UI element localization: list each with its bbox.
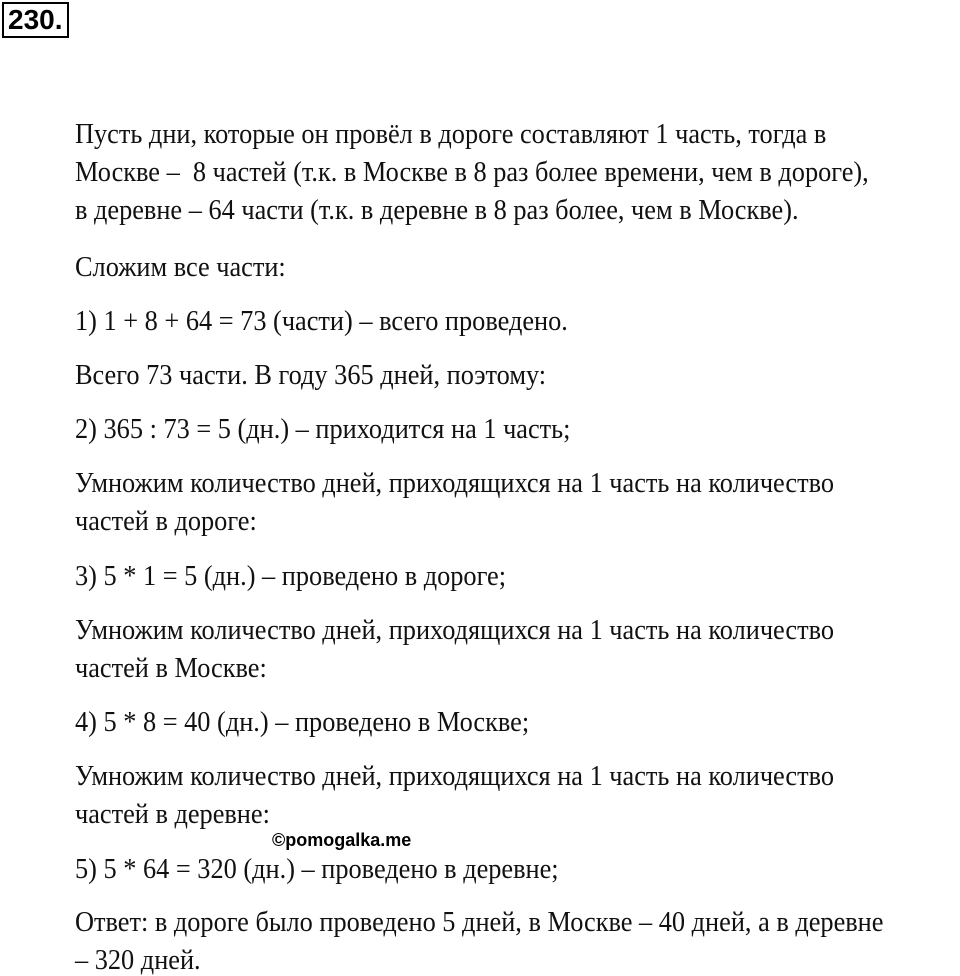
step-2 (75, 414, 602, 445)
text-line: Ответ: в дороге было проведено 5 дней, в Москве – 40 дней, а в деревне (75, 907, 884, 938)
reasoning-paragraph (75, 119, 919, 226)
text-line: 3) 5 * 1 = 5 (дн.) – проведено в дороге; (75, 561, 507, 592)
text-line: 1) 1 + 8 + 64 = 73 (части) – всего проведено. (75, 306, 568, 337)
text-line: 4) 5 * 8 = 40 (дн.) – проведено в Москве; (75, 707, 530, 738)
text-line: частей в дороге: (75, 506, 257, 537)
step-1 (75, 306, 599, 337)
text-line: Пусть дни, которые он провёл в дороге составляют 1 часть, тогда в (75, 119, 827, 150)
text-line: Всего 73 части. В году 365 дней, поэтому: (75, 360, 547, 391)
step-4 (75, 707, 558, 738)
instruction-paragraph (75, 615, 882, 684)
answer-paragraph (75, 907, 935, 976)
step-3 (75, 561, 534, 592)
text-line: Умножим количество дней, приходящихся на 1 часть на количество (75, 615, 834, 646)
problem-number: 230. (2, 2, 69, 38)
text-line: Сложим все части: (75, 252, 286, 283)
text-line: 5) 5 * 64 = 320 (дн.) – проведено в деревне; (75, 854, 559, 885)
watermark: ©pomogalka.me (272, 830, 412, 850)
instruction-paragraph (75, 252, 299, 283)
text-line: Москве – 8 частей (т.к. в Москве в 8 раз более времени, чем в дороге), (75, 157, 869, 188)
text-line: частей в Москве: (75, 653, 267, 684)
text-line: в деревне – 64 части (т.к. в деревне в 8 раз более, чем в Москве). (75, 195, 799, 226)
step-5 (75, 854, 590, 885)
intermediate-paragraph (75, 360, 576, 391)
instruction-paragraph (75, 468, 882, 537)
text-line: Умножим количество дней, приходящихся на 1 часть на количество (75, 761, 834, 792)
text-line: – 320 дней. (75, 945, 201, 976)
text-line: 2) 365 : 73 = 5 (дн.) – приходится на 1 часть; (75, 414, 571, 445)
text-line: Умножим количество дней, приходящихся на 1 часть на количество (75, 468, 834, 499)
text-line: частей в деревне: (75, 799, 270, 830)
instruction-paragraph (75, 761, 882, 830)
